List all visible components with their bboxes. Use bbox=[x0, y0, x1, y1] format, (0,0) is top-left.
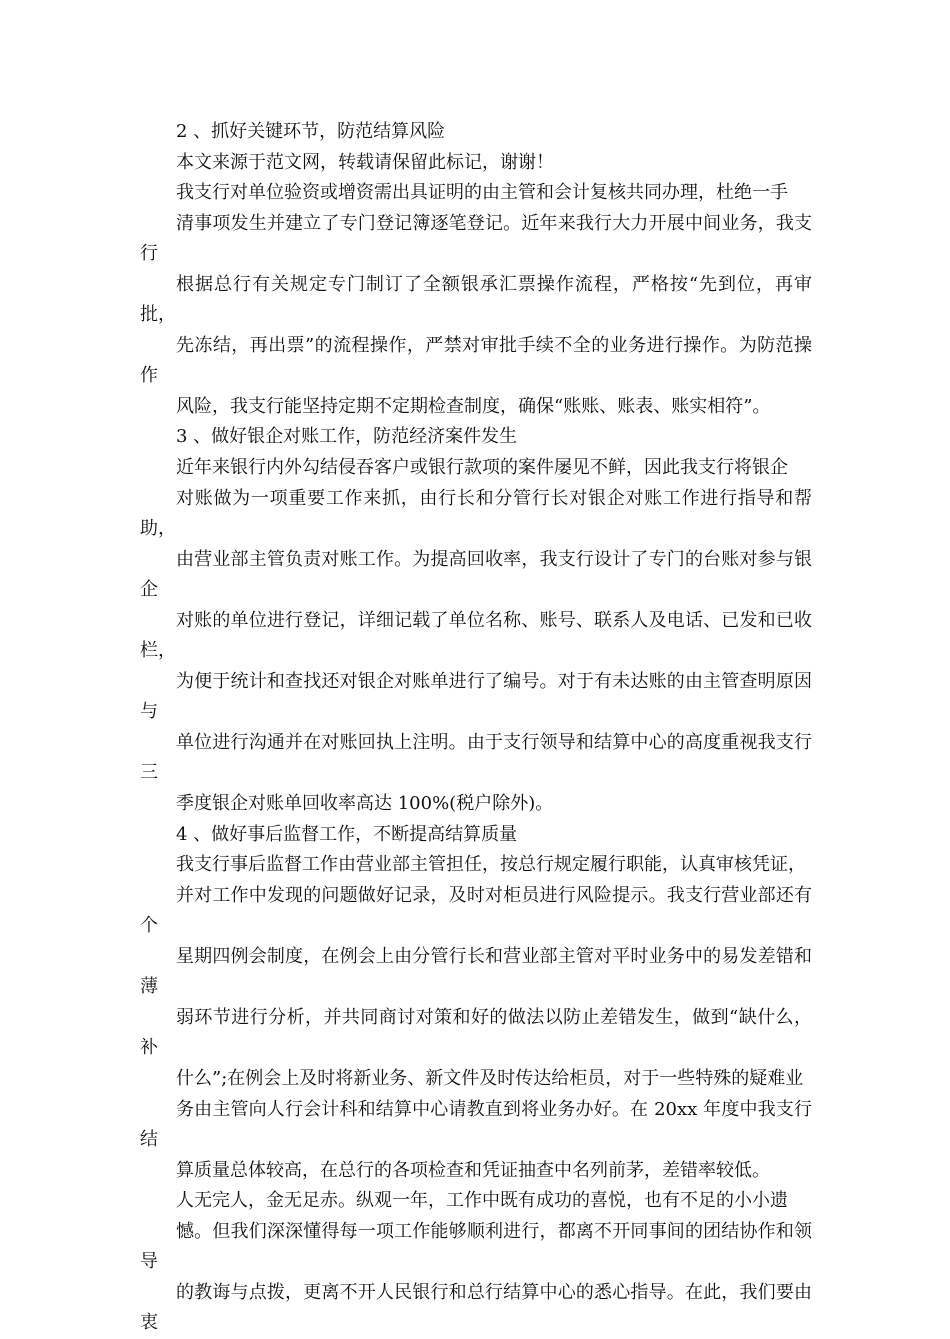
text-line: 根据总行有关规定专门制订了全额银承汇票操作流程，严格按“先到位，再审批， bbox=[140, 273, 812, 326]
section-heading-3 bbox=[140, 422, 812, 453]
text-line: 并对工作中发现的问题做好记录，及时对柜员进行风险提示。我支行营业部还有个 bbox=[140, 884, 812, 937]
text-line: 算质量总体较高，在总行的各项检查和凭证抽查中名列前茅，差错率较低。 bbox=[176, 1159, 770, 1181]
paragraph-closing bbox=[140, 1186, 812, 1339]
text-line: 本文来源于范文网，转载请保留此标记，谢谢！ bbox=[176, 151, 554, 173]
text-line: 为便于统计和查找还对银企对账单进行了编号。对于有未达账的由主管查明原因与 bbox=[140, 670, 812, 723]
source-note bbox=[140, 148, 812, 179]
text-line: 季度银企对账单回收率高达 100%(税户除外)。 bbox=[176, 793, 554, 815]
text-line: 4 、做好事后监督工作，不断提高结算质量 bbox=[176, 823, 518, 845]
text-line: 先冻结，再出票”的流程操作，严禁对审批手续不全的业务进行操作。为防范操作 bbox=[140, 334, 812, 387]
document-body bbox=[140, 117, 812, 1339]
text-line: 2 、抓好关键环节，防范结算风险 bbox=[176, 121, 446, 142]
paragraph-verification bbox=[140, 178, 812, 422]
text-line: 什么”;在例会上及时将新业务、新文件及时传达给柜员，对于一些特殊的疑难业 bbox=[176, 1067, 804, 1089]
text-line: 的教诲与点拨，更离不开人民银行和总行结算中心的悉心指导。在此，我们要由衷 bbox=[140, 1281, 812, 1334]
text-line: 风险，我支行能坚持定期不定期检查制度，确保“账账、账表、账实相符”。 bbox=[176, 395, 771, 417]
text-line: 我支行事后监督工作由营业部主管担任，按总行规定履行职能，认真审核凭证， bbox=[176, 854, 806, 876]
text-line: 对账的单位进行登记，详细记载了单位名称、账号、联系人及电话、已发和已收栏， bbox=[140, 609, 812, 662]
text-line: 我支行对单位验资或增资需出具证明的由主管和会计复核共同办理，杜绝一手 bbox=[176, 182, 788, 204]
text-line: 近年来银行内外勾结侵吞客户或银行款项的案件屡见不鲜，因此我支行将银企 bbox=[176, 457, 788, 479]
text-line: 弱环节进行分析，并共同商讨对策和好的做法以防止差错发生，做到“缺什么，补 bbox=[140, 1006, 812, 1059]
text-line: 憾。但我们深深懂得每一项工作能够顺利进行，都离不开同事间的团结协作和领导 bbox=[140, 1220, 812, 1273]
paragraph-supervision bbox=[140, 850, 812, 1186]
text-line: 星期四例会制度，在例会上由分管行长和营业部主管对平时业务中的易发差错和薄 bbox=[140, 945, 812, 998]
text-line: 对账做为一项重要工作来抓，由行长和分管行长对银企对账工作进行指导和帮助， bbox=[140, 487, 812, 540]
text-line: 单位进行沟通并在对账回执上注明。由于支行领导和结算中心的高度重视我支行三 bbox=[140, 731, 812, 784]
paragraph-reconciliation bbox=[140, 453, 812, 820]
text-line: 清事项发生并建立了专门登记簿逐笔登记。近年来我行大力开展中间业务，我支行 bbox=[140, 212, 812, 265]
text-line: 人无完人，金无足赤。纵观一年，工作中既有成功的喜悦，也有不足的小小遗 bbox=[176, 1190, 788, 1212]
section-heading-4 bbox=[140, 820, 812, 851]
text-line: 3 、做好银企对账工作，防范经济案件发生 bbox=[176, 426, 518, 448]
text-line: 由营业部主管负责对账工作。为提高回收率，我支行设计了专门的台账对参与银企 bbox=[140, 548, 812, 601]
section-heading-2 bbox=[140, 117, 812, 148]
text-line: 务由主管向人行会计科和结算中心请教直到将业务办好。在 20xx 年度中我支行结 bbox=[140, 1098, 812, 1151]
